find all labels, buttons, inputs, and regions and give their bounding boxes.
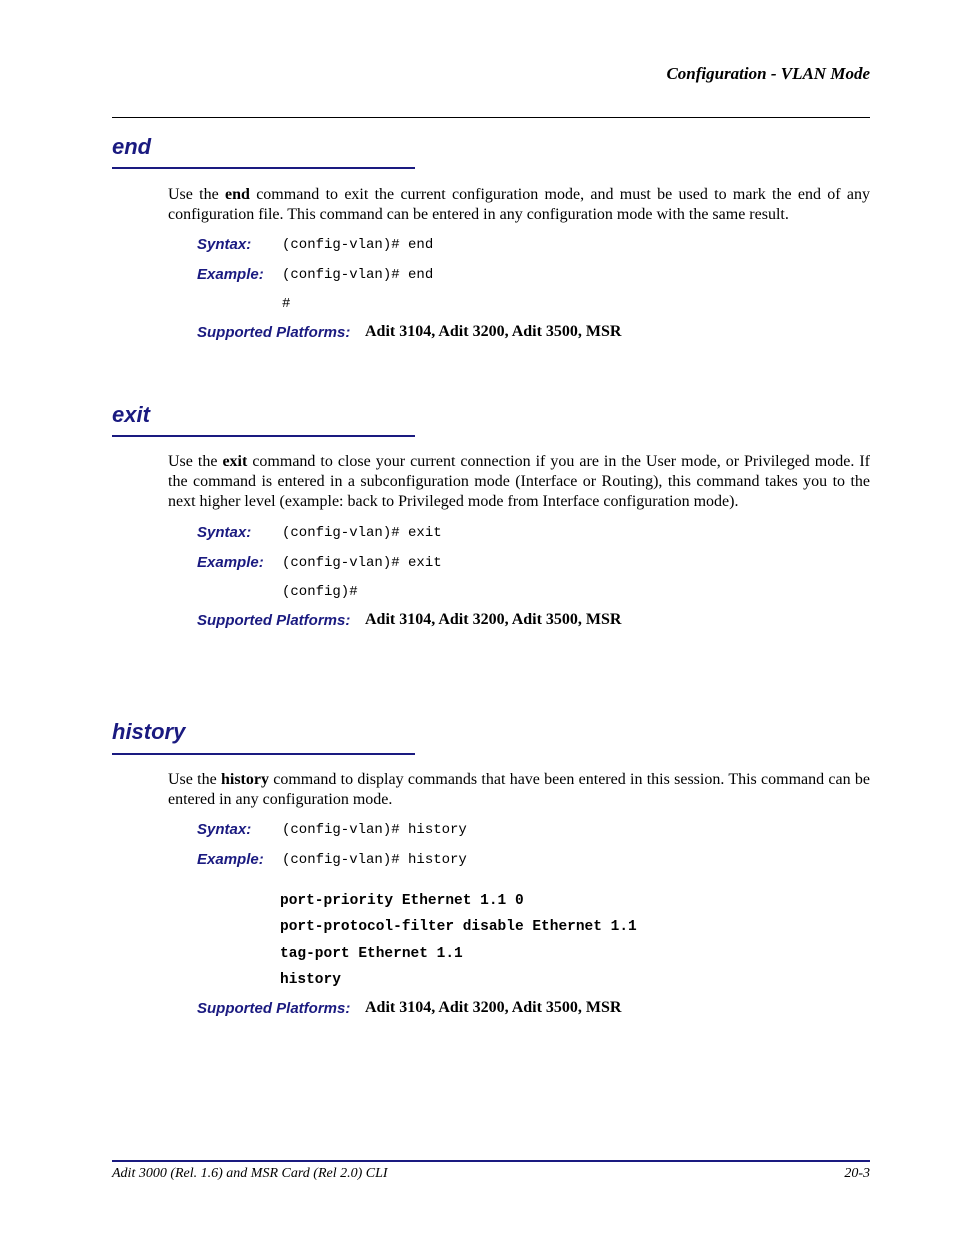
section-title-end: end bbox=[112, 134, 152, 159]
platforms-list: Adit 3104, Adit 3200, Adit 3500, MSR bbox=[365, 323, 622, 340]
example-label: Example: bbox=[197, 554, 264, 571]
example-label: Example: bbox=[197, 266, 264, 283]
syntax-code: (config-vlan)# exit bbox=[282, 525, 442, 541]
platforms-list: Adit 3104, Adit 3200, Adit 3500, MSR bbox=[365, 611, 622, 628]
section-rule-end bbox=[112, 167, 415, 169]
footer-page-number: 20-3 bbox=[844, 1166, 870, 1181]
command-name: exit bbox=[222, 453, 248, 470]
syntax-label: Syntax: bbox=[197, 236, 252, 253]
output-code-line: port-protocol-filter disable Ethernet 1.1 bbox=[280, 919, 637, 935]
platforms-label: Supported Platforms: bbox=[197, 1000, 351, 1017]
section-title-history: history bbox=[112, 719, 186, 744]
example-code-line: (config-vlan)# exit bbox=[282, 555, 442, 571]
command-name: end bbox=[225, 186, 250, 203]
syntax-label: Syntax: bbox=[197, 821, 252, 838]
description-end: Use the end command to exit the current configuration mode, and must be used to mark the end of any configuration file. This command can be entered in any configuration mode with the same result. bbox=[168, 186, 871, 223]
example-code-line: (config)# bbox=[282, 584, 358, 600]
section-rule-history bbox=[112, 753, 415, 755]
platforms-label: Supported Platforms: bbox=[197, 612, 351, 629]
command-name: history bbox=[220, 771, 269, 788]
footer-document-title: Adit 3000 (Rel. 1.6) and MSR Card (Rel 2.0) CLI bbox=[112, 1166, 388, 1181]
description-exit: Use the exit command to close your current connection if you are in the User mode, or Privileged mode. If the command is entered in a subconfiguration mode (Interface or Routing), this command takes you to the next higher level (example: back to Privileged mode from Interface configuration mode). bbox=[168, 453, 871, 510]
syntax-code: (config-vlan)# history bbox=[282, 822, 467, 838]
platforms-label: Supported Platforms: bbox=[197, 324, 351, 341]
platforms-list: Adit 3104, Adit 3200, Adit 3500, MSR bbox=[365, 999, 622, 1016]
output-code-line: history bbox=[280, 972, 341, 988]
section-title-exit: exit bbox=[112, 402, 150, 427]
example-code-line: (config-vlan)# history bbox=[282, 852, 467, 868]
example-code-line: (config-vlan)# end bbox=[282, 267, 434, 283]
section-rule-exit bbox=[112, 435, 415, 437]
syntax-label: Syntax: bbox=[197, 524, 252, 541]
running-header-title: Configuration - VLAN Mode bbox=[666, 64, 870, 83]
syntax-code: (config-vlan)# end bbox=[282, 237, 434, 253]
example-code-line: # bbox=[282, 296, 291, 312]
example-label: Example: bbox=[197, 851, 264, 868]
output-code-line: tag-port Ethernet 1.1 bbox=[280, 946, 463, 962]
output-code-line: port-priority Ethernet 1.1 0 bbox=[280, 893, 524, 909]
description-history: Use the history command to display commands that have been entered in this session. This command can be entered in any configuration mode. bbox=[168, 771, 870, 808]
header-rule bbox=[112, 117, 870, 118]
footer-rule bbox=[112, 1160, 870, 1162]
